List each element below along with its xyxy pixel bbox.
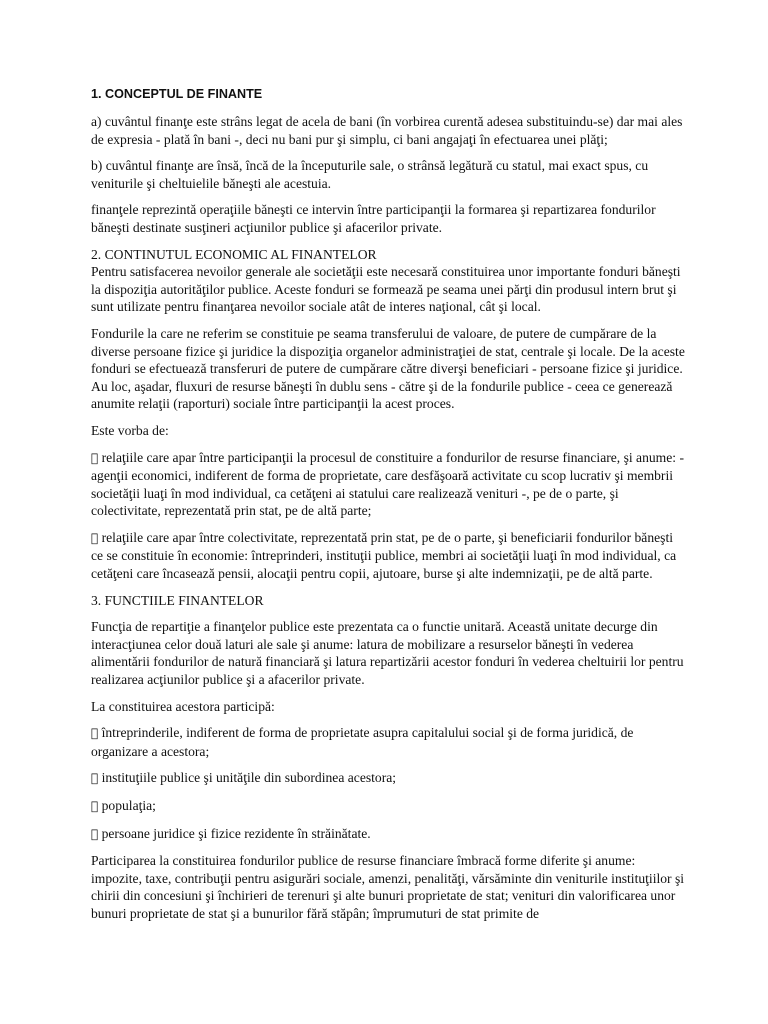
section-2-bullet-2 [91,529,687,583]
bullet-text: relaţiile care apar între participanţii la procesul de constituire a fondurilor de resurse financiare, şi anume: - agenţii economici, indiferent de forma de proprietate, care desfăşoară activitate cu scop lucrativ şi membrii societăţii luaţi în mod individual, ca cetăţeni ai statului care realizează venituri -, pe de o parte, şi colectivitate, reprezentată prin stat, pe de altă parte; [91,449,674,519]
section-3-bullet-4 [91,825,687,844]
section-3-paragraph-3: Participarea la constituirea fondurilor publice de resurse financiare îmbracă forme diferite şi anume: impozite, taxe, contribuţii pentru asigurări sociale, amenzi, penalităţi, vărsăminte din veniturile instituţiilor şi chirii din concesiuni şi închirieri de terenuri şi alte bunuri proprietate de stat; venituri din valorificarea unor bunuri proprietate de stat şi a bunurilor fără stăpân; împrumuturi de stat primite de [91,853,685,921]
bullet-text: populaţia; [91,798,146,813]
section-3-heading: 3. FUNCTIILE FINANTELOR [91,592,264,608]
section-1-paragraph-a: a) cuvântul finanţe este strâns legat de acela de bani (în vorbirea curentă adesea substituindu-se) dar mai ales de expresia - plată în bani -, deci nu bani pur şi simplu, ci bani angajaţi în efectuarea unei plăţi; [91,114,683,147]
bullet-text: instituţiile publice şi unităţile din subordinea acestora; [91,770,386,786]
section-1-definition: finanţele reprezintă operaţiile băneşti ce intervin între participanţii la formarea şi repartizarea fondurilor băneşti destinate susţineri acţiunilor publice şi afacerilor private. [91,202,656,235]
bullet-text: persoane juridice şi fizice rezidente în străinătate. [91,825,361,841]
section-2-bullet-1 [91,449,687,520]
section-1-paragraph-b: b) cuvântul finanţe are însă, încă de la începuturile sale, o strânsă legătură cu statul, mai exact spus, cu veniturile şi cheltuielile băneşti ale acestuia. [91,158,649,191]
section-3-bullet-2 [91,769,687,788]
section-2-paragraph-1: Pentru satisfacerea nevoilor generale ale societăţii este necesară constituirea unor importante fonduri băneşti la dispoziţia autorităţilor publice. Aceste fonduri se formează pe seama unei părţi din produsul intern brut şi sunt utilizate pentru finanţarea nevoilor sociale atât de interes naţional, cât şi local. [91,264,681,315]
section-3-bullet-1 [91,724,687,760]
bullet-text: întreprinderile, indiferent de forma de proprietate asupra capitalului social şi de forma juridică, de organizare a acestora; [91,725,684,759]
document-body [91,86,687,923]
section-3-paragraph-1: Funcţia de repartiţie a finanţelor publice este prezentata ca o functie unitară. Această unitate decurge din interacţiunea celor două laturi ale sale şi anume: latura de mobilizare a resurselor băneşti în vederea alimentării fondurilor de natură financiară şi latura repartizării acestor fonduri în vederea cheltuirii lor pentru realizarea acţiunilor publice şi a afacerilor private. [91,619,684,688]
section-2-heading: 2. CONTINUTUL ECONOMIC AL FINANTELOR [91,246,377,262]
section-3-paragraph-2: La constituirea acestora participă: [91,698,275,714]
bullet-text: relaţiile care apar între colectivitate, reprezentată prin stat, pe de o parte, şi beneficiarii fondurilor băneşti ce se constituie în economie: întreprinderi, instituţii publice, membri ai societăţii luaţi în mod individual, ca cetăţeni care încasează pensii, alocaţii pentru copii, ajutoare, burse şi alte indemnizaţii, pe de altă parte. [91,529,678,582]
section-3-bullet-3 [91,797,687,816]
section-2-paragraph-2: Fondurile la care ne referim se constituie pe seama transferului de valoare, de putere de cumpărare de la diverse persoane fizice şi juridice la dispoziţia organelor administraţiei de stat, centrale şi locale. De la aceste fonduri se efectuează transferuri de putere de cumpărare către diverşi beneficiari - persoane fizice şi juridice. Au loc, aşadar, fluxuri de resurse băneşti în dublu sens - către şi de la fondurile publice - ceea ce generează anumite relaţii (raporturi) sociale între participanţii la acest proces. [91,325,685,412]
section-2-paragraph-3: Este vorba de: [91,422,169,438]
section-1-heading: 1. CONCEPTUL DE FINANTE [91,87,263,101]
